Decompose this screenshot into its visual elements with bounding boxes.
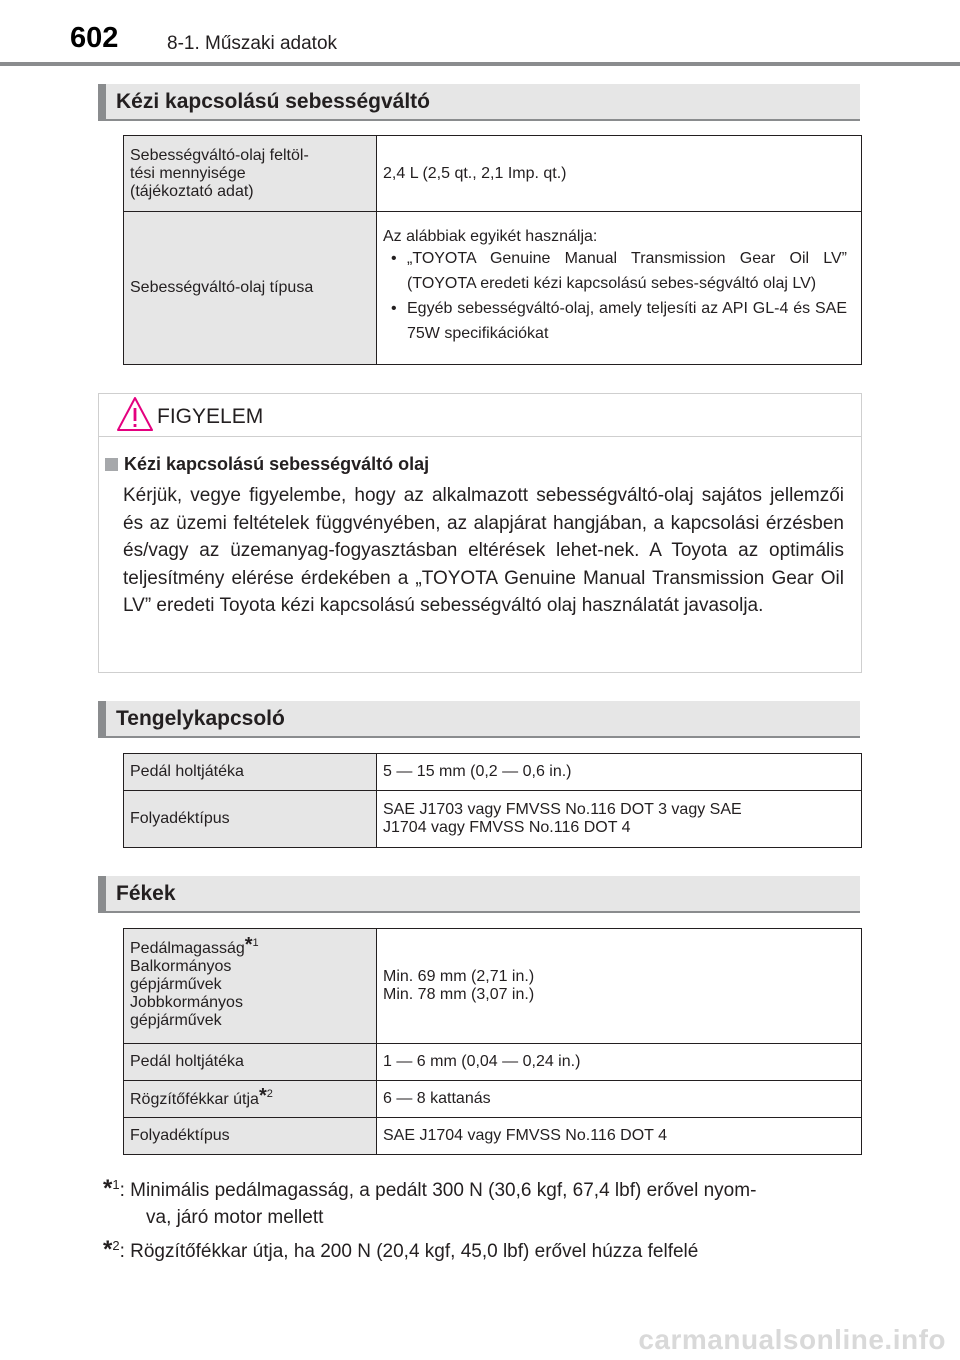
section-title: Fékek [116,882,176,905]
table-value: Min. 69 mm (2,71 in.) Min. 78 mm (3,07 in.) [377,929,862,1044]
asterisk-icon: * [103,1236,113,1263]
value-intro: Az alábbiak egyikét használja: [383,228,598,245]
section-header-brakes [98,876,860,913]
table-row [124,212,862,365]
pedal-height-label: Pedálmagasság [130,940,245,957]
table-row [124,754,862,791]
table-row [124,791,862,848]
list-item: • „TOYOTA Genuine Manual Transmission Gear Oil LV” (TOYOTA eredeti kézi kapcsolású sebes-ségváltó olaj LV) [383,246,847,296]
table-value: SAE J1704 vagy FMVSS No.116 DOT 4 [377,1118,862,1155]
warning-label: FIGYELEM [157,405,264,428]
header-rule [0,62,960,66]
manual-transmission-table [123,135,862,365]
table-label: Pedál holtjátéka [124,754,377,791]
warning-box [98,393,862,673]
table-value: 5 — 15 mm (0,2 — 0,6 in.) [377,754,862,791]
footnote-text: : Minimális pedálmagasság, a pedált 300 N (30,6 kgf, 67,4 lbf) erővel nyom- [119,1180,757,1201]
footnote-ref: 1 [252,937,259,949]
footnote-text-continued: va, járó motor mellett [146,1207,324,1228]
page-header [0,0,960,66]
footnote-text: : Rögzítőfékkar útja, ha 200 N (20,4 kgf, 45,0 lbf) erővel húzza felfelé [119,1241,699,1262]
table-row [124,1118,862,1155]
table-value: 2,4 L (2,5 qt., 2,1 Imp. qt.) [377,136,862,212]
section-title: Tengelykapcsoló [116,707,285,730]
footnote-ref: 2 [266,1088,273,1100]
asterisk-icon: * [244,934,253,956]
footnote-number: 2 [112,1238,120,1253]
footnote-number: 1 [112,1177,120,1192]
table-row [124,929,862,1044]
table-label [124,1081,377,1118]
warning-subtitle-text: Kézi kapcsolású sebességváltó olaj [124,454,430,474]
table-row [124,136,862,212]
table-value: 6 — 8 kattanás [377,1081,862,1118]
table-value [377,212,862,365]
asterisk-icon: * [258,1085,267,1107]
table-label: Pedál holtjátéka [124,1044,377,1081]
section-header-manual-transmission [98,84,860,121]
chapter-title: 8-1. Műszaki adatok [167,33,338,54]
warning-body: Kérjük, vegye figyelembe, hogy az alkalmazott sebességváltó-olaj sajátos jellemzői és az üzemi feltételek függvényében, az alapjárat hangjában, a kapcsolási érzésben és/vagy az üzemanyag-fogyasztásban eltérések lehet-nek. A Toyota az optimális teljesítmény elérése érdekében a „TOYOTA Genuine Manual Transmission Gear Oil LV” eredeti Toyota kézi kapcsolású sebességváltó olaj használatát javasolja. [123,485,844,616]
footnote-2 [103,1236,698,1265]
warning-subtitle [105,454,429,475]
table-label: Folyadéktípus [124,1118,377,1155]
section-bar [98,876,106,913]
section-bar [98,84,106,121]
table-value: SAE J1703 vagy FMVSS No.116 DOT 3 vagy SAE J1704 vagy FMVSS No.116 DOT 4 [377,791,862,848]
square-bullet-icon [105,458,118,471]
table-label: Sebességváltó-olaj feltöl- tési mennyisége (tájékoztató adat) [124,136,377,212]
warning-header [99,394,861,437]
table-label: Folyadéktípus [124,791,377,848]
section-header-clutch [98,701,860,738]
warning-triangle-icon [116,396,154,432]
table-row [124,1081,862,1118]
clutch-table [123,753,862,848]
list-item: • Egyéb sebességváltó-olaj, amely teljesíti az API GL-4 és SAE 75W specifikációkat [383,296,847,346]
section-bar [98,701,106,738]
page-number: 602 [70,22,119,54]
asterisk-icon: * [103,1175,113,1202]
section-title: Kézi kapcsolású sebességváltó [116,90,430,113]
brakes-table [123,928,862,1155]
parking-brake-label: Rögzítőfékkar útja [130,1091,259,1108]
watermark: carmanualsonline.info [638,1324,946,1355]
pedal-height-variants: Balkormányos gépjárművek Jobbkormányos gépjárművek [130,958,243,1029]
table-value: 1 — 6 mm (0,04 — 0,24 in.) [377,1044,862,1081]
table-label: Sebességváltó-olaj típusa [124,212,377,365]
footnote-1 [103,1175,756,1231]
table-row [124,1044,862,1081]
table-label [124,929,377,1044]
